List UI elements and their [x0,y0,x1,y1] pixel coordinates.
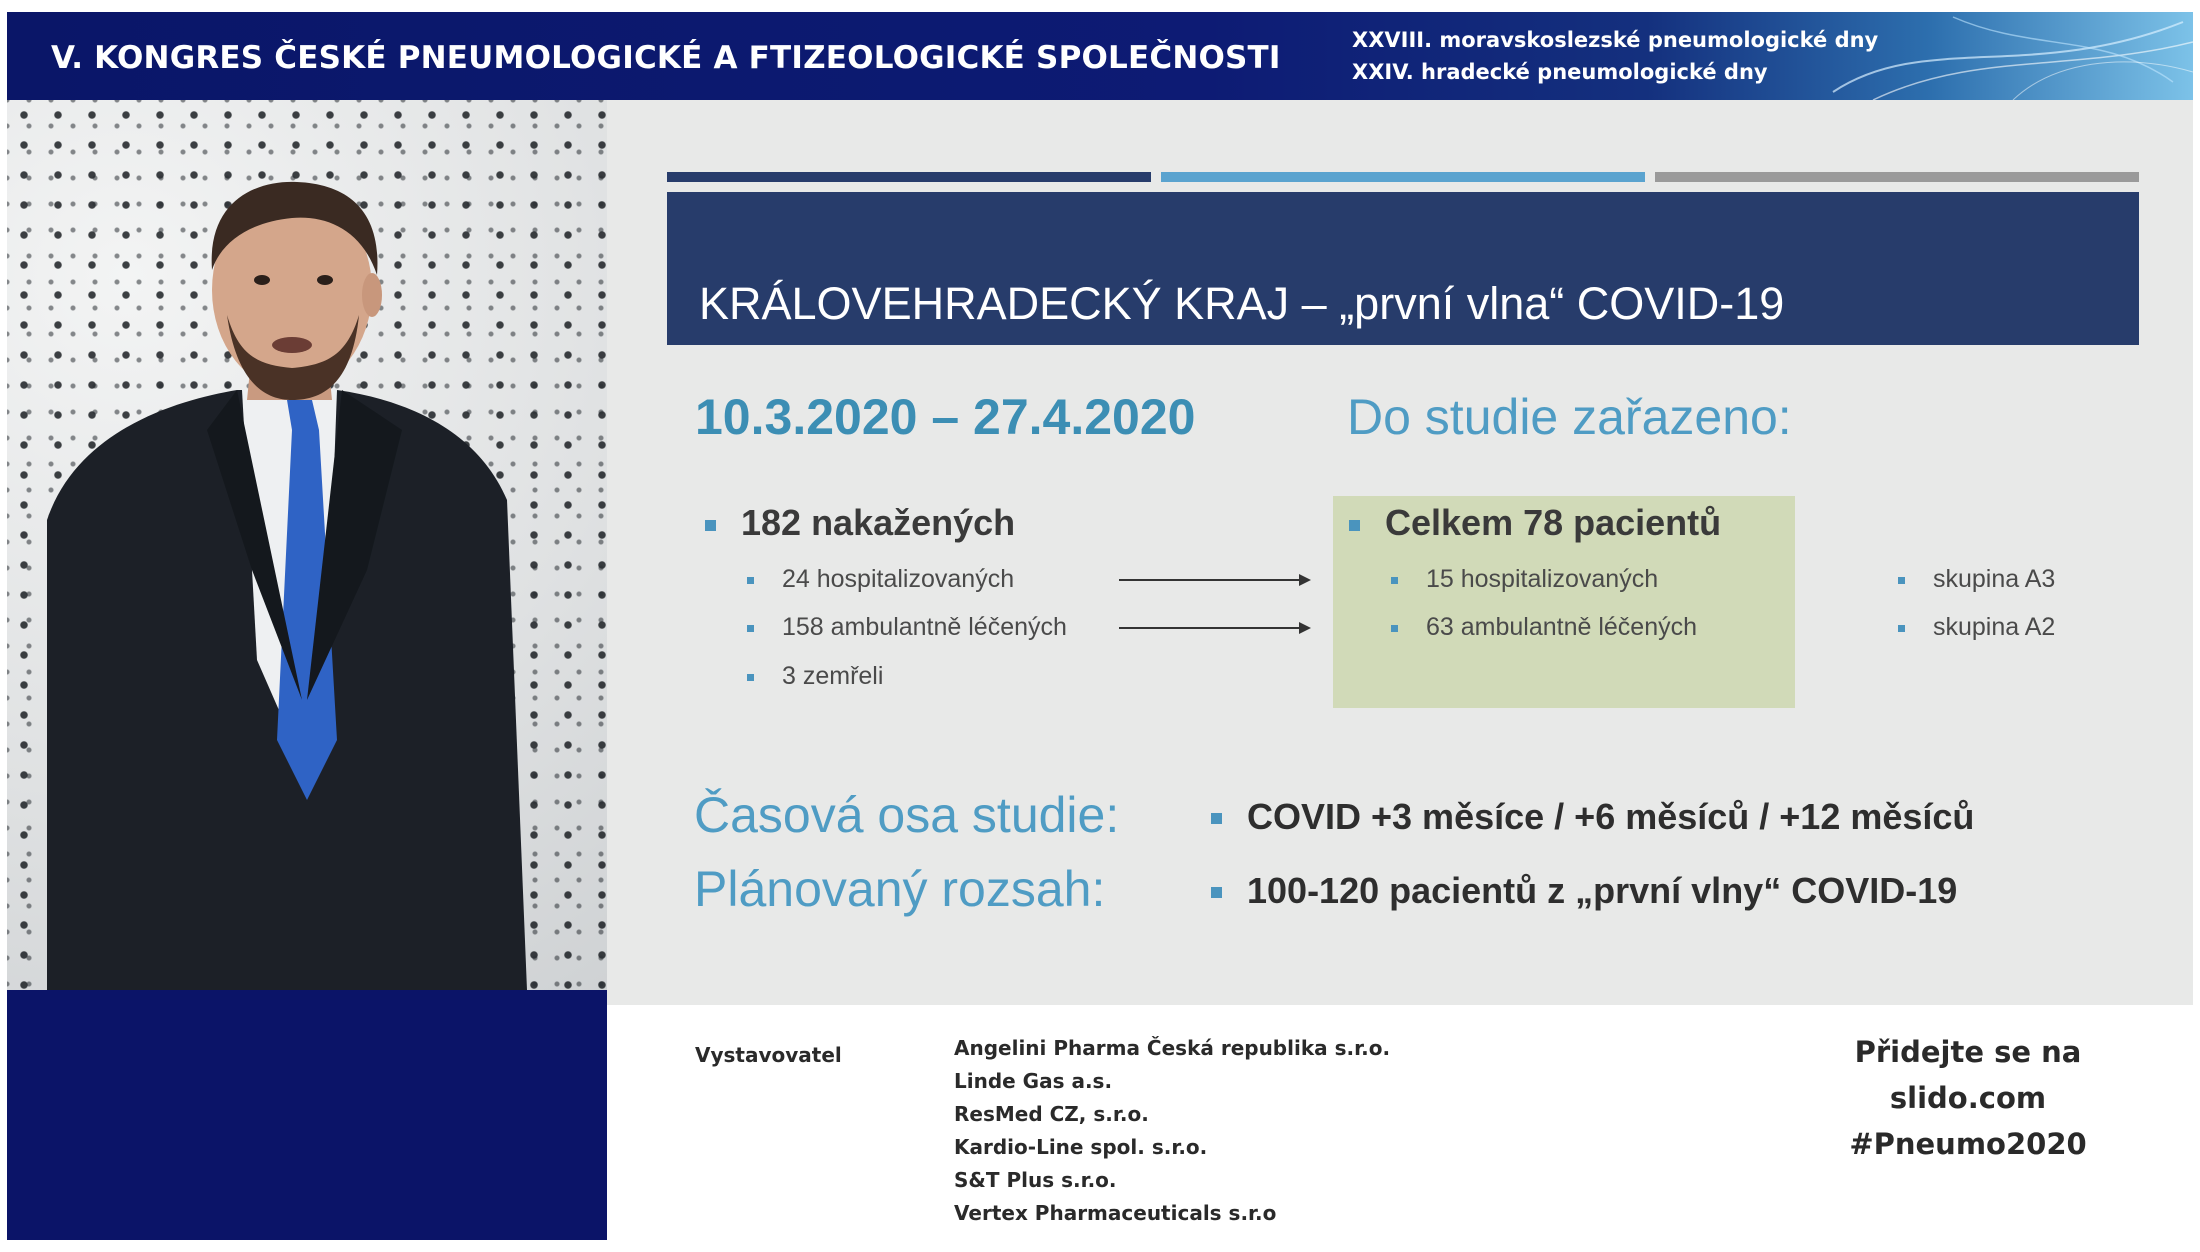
slide-title-box [667,192,2139,345]
bottom-blue-panel [7,990,607,1240]
sponsor-item: S&T Plus s.r.o. [954,1168,1117,1192]
bullet-small-icon [747,625,754,632]
sponsor-list [954,1032,1390,1230]
speaker-figure [7,100,607,990]
congress-banner [7,12,2193,100]
scope-value: 100-120 pacientů z „první vlny“ COVID-19 [1247,870,1958,911]
group-a2: skupina A2 [1933,613,2056,641]
infected-item-2: 158 ambulantně léčených [782,613,1067,641]
date-range: 10.3.2020 – 27.4.2020 [695,389,1196,445]
bullet-small-icon [747,577,754,584]
enrolled-label: Celkem 78 pacientů [1385,502,1722,543]
timeline-label: Časová osa studie: [694,787,1120,843]
infected-label: 182 nakažených [741,502,1016,543]
timeline-value: COVID +3 měsíce / +6 měsíců / +12 měsíců [1247,796,1975,837]
accent-bar-light [1161,172,1645,182]
bullet-small-icon [1898,577,1905,584]
bullet-square-icon [1211,887,1222,898]
congress-title: V. KONGRES ČESKÉ PNEUMOLOGICKÉ A FTIZEOLOGICKÉ SPOLEČNOSTI [51,40,1281,76]
arrow-right-icon [1119,627,1309,629]
scope-label: Plánovaný rozsah: [694,861,1106,917]
slido-callout [1803,1029,2133,1167]
speaker-video [7,100,607,990]
accent-bar-gray [1655,172,2139,182]
exhibitor-label: Vystavovatel [695,1043,842,1067]
infected-item-1: 24 hospitalizovaných [782,565,1015,593]
group-a3: skupina A3 [1933,565,2056,593]
congress-subtitle [1352,24,1878,88]
subtitle-line-2: XXIV. hradecké pneumologické dny [1352,60,1768,84]
infected-item-3: 3 zemřeli [782,662,884,690]
enrolled-item-2: 63 ambulantně léčených [1426,613,1698,641]
bullet-small-icon [1391,577,1398,584]
bullet-square-icon [1349,520,1360,531]
bullet-small-icon [1391,625,1398,632]
slide-title: KRÁLOVEHRADECKÝ KRAJ – „první vlna“ COVID-19 [699,278,1785,329]
slido-line-1: Přidejte se na [1854,1035,2082,1069]
bullet-small-icon [1898,625,1905,632]
bullet-square-icon [705,520,716,531]
video-frame [7,12,2193,1240]
sponsor-item: ResMed CZ, s.r.o. [954,1102,1149,1126]
sponsor-item: Kardio-Line spol. s.r.o. [954,1135,1208,1159]
slido-hashtag: #Pneumo2020 [1849,1127,2087,1161]
accent-bar-dark [667,172,1151,182]
sponsor-strip [607,1005,2193,1240]
bullet-square-icon [1211,813,1222,824]
sponsor-item: Linde Gas a.s. [954,1069,1113,1093]
bullet-small-icon [747,674,754,681]
slido-link[interactable]: slido.com [1889,1081,2047,1115]
enrolled-item-1: 15 hospitalizovaných [1426,565,1659,593]
subtitle-line-1: XXVIII. moravskoslezské pneumologické dny [1352,28,1879,52]
sponsor-item: Vertex Pharmaceuticals s.r.o [954,1201,1277,1225]
presentation-slide [607,100,2193,1005]
sponsor-item: Angelini Pharma Česká republika s.r.o. [954,1036,1391,1060]
study-heading: Do studie zařazeno: [1347,389,1792,445]
arrow-right-icon [1119,579,1309,581]
